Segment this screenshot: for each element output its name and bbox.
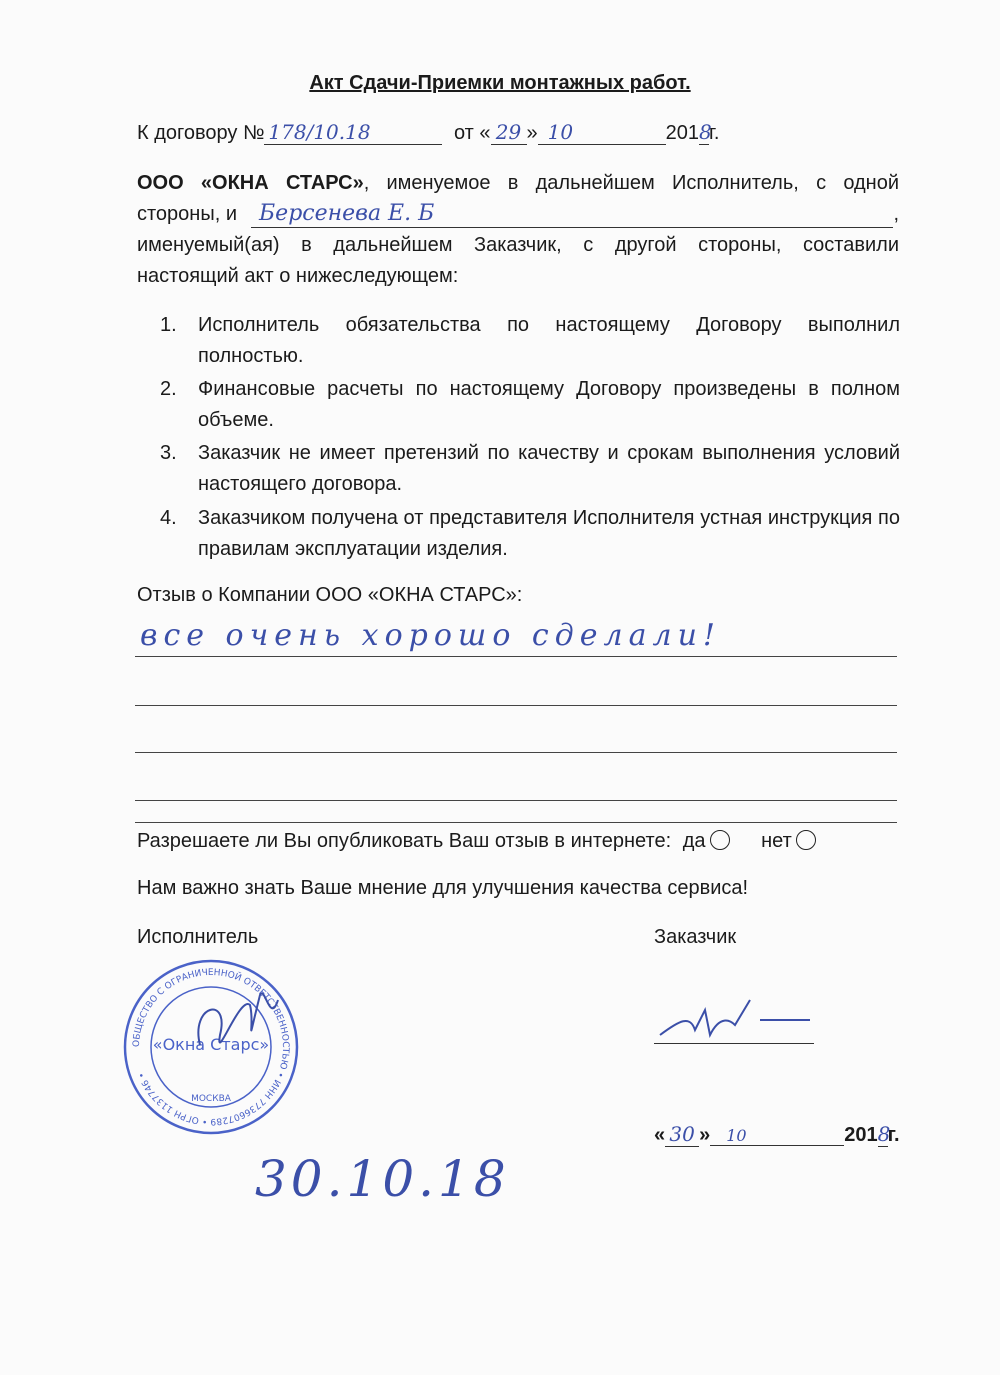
no-label: нет bbox=[761, 830, 792, 852]
intro-line-4: настоящий акт о нижеследующем: bbox=[137, 265, 459, 287]
intro-text-1: , именуемое в дальнейшем Исполнитель, с одной bbox=[363, 172, 900, 194]
handwritten-date: 30.10.18 bbox=[255, 1150, 510, 1208]
publish-row bbox=[137, 830, 816, 853]
review-label: Отзыв о Компании ООО «ОКНА СТАРС»: bbox=[137, 584, 523, 606]
company-name: ООО «ОКНА СТАРС» bbox=[137, 172, 364, 194]
stamp-ring-text: ОБЩЕСТВО С ОГРАНИЧЕННОЙ ОТВЕТСТВЕННОСТЬЮ • ИНН 7736607289 • ОГРН 1137746 • bbox=[131, 967, 291, 1127]
year-prefix: 201 bbox=[665, 122, 700, 144]
item-text: Заказчик не имеет претензий по качеству и срокам выполнения условий настоящего договора. bbox=[198, 442, 900, 495]
quote-close: » bbox=[526, 122, 538, 144]
intro-line-3: именуемый(ая) в дальнейшем Заказчик, с другой стороны, составили bbox=[137, 234, 899, 256]
opinion-text: Нам важно знать Ваше мнение для улучшения качества сервиса! bbox=[137, 877, 749, 899]
yes-radio[interactable] bbox=[710, 830, 730, 850]
year-suffix: г. bbox=[709, 122, 720, 144]
item-text: Исполнитель обязательства по настоящему Договору выполнил полностью. bbox=[198, 314, 900, 367]
review-line-3 bbox=[135, 752, 897, 753]
intro-text-2: стороны, и bbox=[137, 203, 238, 225]
review-text: все очень хорошо сделали! bbox=[140, 618, 721, 653]
signature-date bbox=[654, 1122, 900, 1147]
contract-label: К договору № bbox=[137, 122, 265, 144]
customer-signature bbox=[650, 990, 820, 1050]
no-radio[interactable] bbox=[796, 830, 816, 850]
sign-year-suffix: г. bbox=[887, 1124, 900, 1146]
list-item bbox=[160, 374, 900, 436]
sign-open: « bbox=[654, 1124, 666, 1146]
list-item bbox=[160, 310, 900, 372]
comma: , bbox=[893, 203, 899, 225]
from-label: от « bbox=[453, 122, 491, 144]
review-line-5 bbox=[135, 822, 897, 823]
review-line-2 bbox=[135, 705, 897, 706]
review-line-4 bbox=[135, 800, 897, 801]
item-number: 4. bbox=[160, 507, 177, 529]
item-number: 2. bbox=[160, 378, 177, 400]
yes-label: да bbox=[682, 830, 706, 852]
contract-number: 178/10.18 bbox=[264, 120, 442, 145]
executor-label: Исполнитель bbox=[137, 926, 259, 948]
list-item bbox=[160, 438, 900, 500]
sign-year-prefix: 201 bbox=[844, 1124, 878, 1146]
item-text: Заказчиком получена от представителя Исполнителя устная инструкция по правилам эксплуатации изделия. bbox=[198, 507, 900, 560]
intro-line-1 bbox=[137, 168, 899, 199]
executor-signature bbox=[160, 965, 300, 1085]
intro-line-2 bbox=[137, 199, 899, 230]
document-title: Акт Сдачи-Приемки монтажных работ. bbox=[309, 72, 691, 94]
stamp-center-text: «Окна Старс» bbox=[152, 1035, 270, 1054]
item-number: 1. bbox=[160, 314, 177, 336]
stamp-city: МОСКВА bbox=[191, 1094, 231, 1104]
intro-paragraph bbox=[137, 168, 899, 292]
sign-day: 30 bbox=[665, 1122, 699, 1147]
publish-question: Разрешаете ли Вы опубликовать Ваш отзыв в интернете: bbox=[137, 830, 672, 852]
contract-month: 10 bbox=[538, 120, 666, 145]
review-line-1 bbox=[135, 656, 897, 657]
sign-year-digit: 8 bbox=[877, 1122, 891, 1146]
sign-month: 10 bbox=[710, 1126, 844, 1146]
contract-year-digit: 8 bbox=[699, 120, 712, 144]
contract-day: 29 bbox=[491, 120, 527, 145]
list-item bbox=[160, 503, 900, 565]
sign-close: » bbox=[699, 1124, 711, 1146]
customer-label: Заказчик bbox=[654, 926, 737, 948]
customer-name: Берсенева Е. Б bbox=[251, 201, 893, 228]
item-number: 3. bbox=[160, 442, 177, 464]
contract-line bbox=[137, 120, 719, 145]
item-text: Финансовые расчеты по настоящему Договору произведены в полном объеме. bbox=[198, 378, 900, 431]
